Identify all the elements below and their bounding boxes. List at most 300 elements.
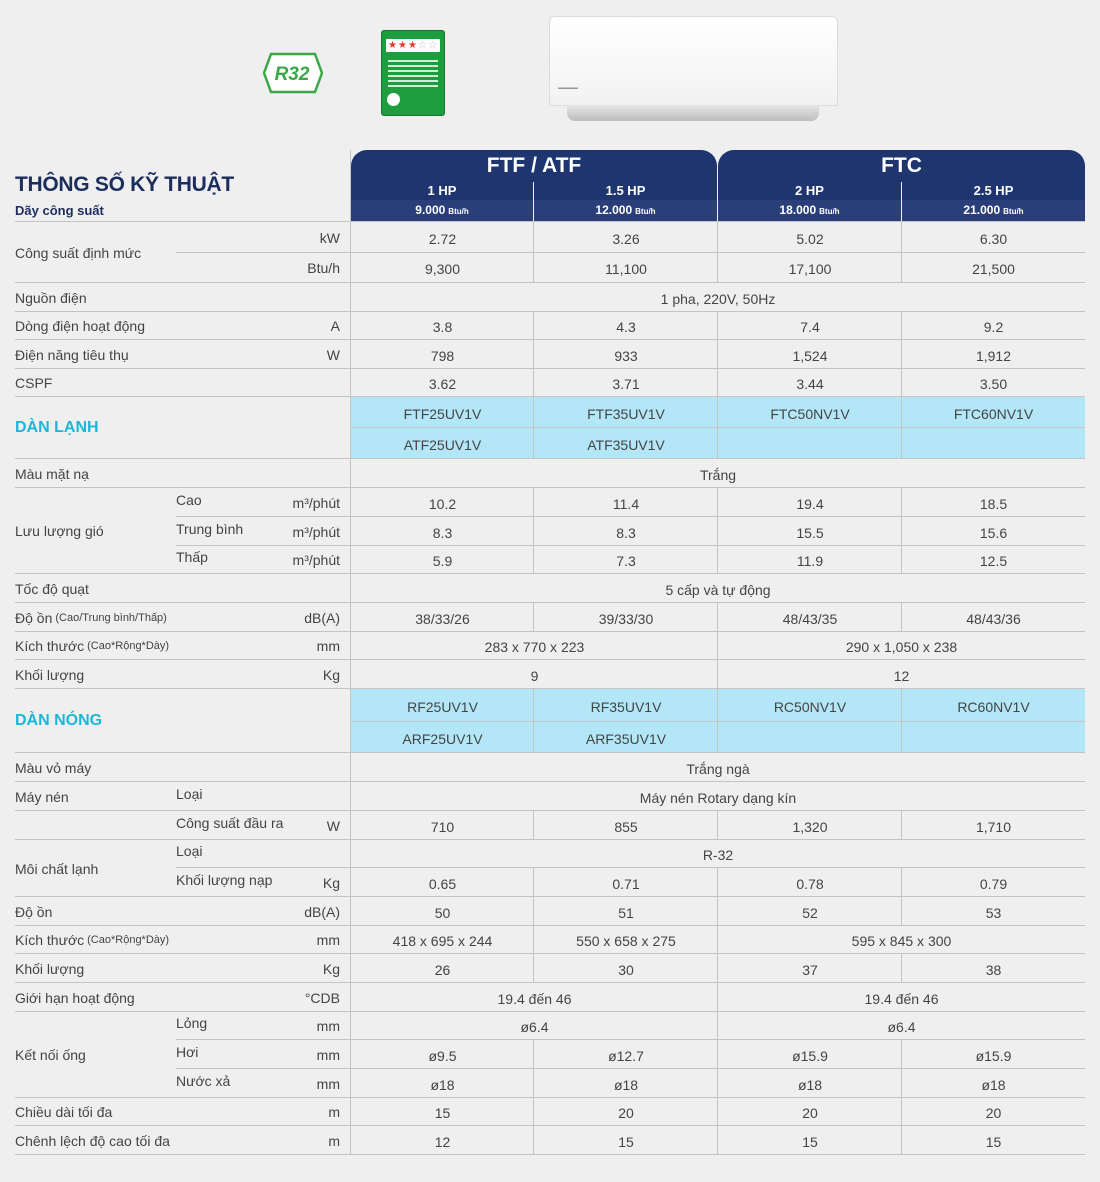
column-divider: [533, 546, 534, 574]
column-divider: [901, 312, 902, 340]
row-divider: [15, 896, 1085, 897]
column-divider: [533, 868, 534, 897]
column-divider: [717, 1098, 718, 1126]
spec-label-text: Giới hạn hoạt động: [15, 989, 135, 1006]
spec-value-cell: 0.79: [979, 875, 1008, 892]
spec-unit: W: [326, 346, 340, 363]
row-divider: [351, 427, 1085, 428]
spec-unit: dB(A): [304, 903, 340, 920]
spec-value-cell: [718, 722, 902, 753]
energy-label-icon: ★ ★ ★ ☆ ☆: [381, 30, 445, 116]
spec-label-text: Màu mặt nạ: [15, 465, 89, 482]
row-divider: [176, 252, 1085, 253]
spec-label: [15, 1126, 170, 1155]
section-heading: DÀN LẠNH: [15, 419, 99, 436]
spec-value-cell: ø6.4: [887, 1019, 916, 1035]
spec-value-cell: ATF35UV1V: [587, 436, 665, 453]
spec-label: [15, 459, 89, 488]
column-divider: [717, 546, 718, 574]
spec-value-cell: 595 x 845 x 300: [851, 933, 952, 949]
spec-value-cell: 3.62: [428, 376, 457, 392]
column-divider: [901, 340, 902, 369]
column-divider: [901, 1069, 902, 1098]
spec-value-cell: 3.8: [432, 319, 453, 335]
column-divider: [533, 722, 534, 753]
row-divider: [15, 487, 1085, 488]
spec-label: [15, 603, 167, 632]
spec-unit: Kg: [322, 874, 340, 891]
group-header-ftf-atf: FTF / ATF: [351, 150, 717, 182]
column-divider: [901, 811, 902, 840]
row-divider: [15, 752, 1085, 753]
spec-value-cell: 7.3: [616, 553, 636, 569]
spec-value-cell: ø18: [981, 1076, 1006, 1093]
spec-value-cell: 26: [434, 961, 451, 978]
column-divider: [717, 1069, 718, 1098]
spec-value-cell: ATF25UV1V: [403, 436, 482, 453]
column-divider: [533, 222, 534, 253]
spec-label: [15, 312, 145, 340]
spec-unit: Kg: [322, 960, 340, 977]
spec-label-text: Kết nối ống: [15, 1047, 86, 1063]
spec-value-cell: FTC50NV1V: [770, 405, 850, 422]
column-divider: [533, 340, 534, 369]
row-divider: [15, 631, 1085, 632]
column-divider: [901, 897, 902, 926]
btu-unit: Btu/h: [1003, 207, 1024, 216]
spec-value-cell: 15: [434, 1105, 451, 1121]
spec-unit: dB(A): [304, 609, 340, 626]
spec-value-cell: [718, 428, 902, 459]
column-divider: [901, 488, 902, 517]
spec-value-cell: 20: [618, 1105, 634, 1121]
spec-value-cell: 38/33/26: [415, 610, 470, 627]
spec-sub-label: Loại: [176, 843, 203, 859]
spec-label-text: Lưu lượng gió: [15, 523, 104, 539]
spec-label: [15, 488, 104, 574]
spec-label-text: Dòng điện hoạt động: [15, 318, 145, 334]
spec-label-text: Công suất định mức: [15, 244, 142, 261]
spec-unit: m³/phút: [292, 552, 340, 568]
spec-label-text: Tốc độ quạt: [15, 580, 89, 597]
row-divider: [15, 688, 1085, 689]
spec-value-cell: FTF25UV1V: [403, 405, 482, 422]
row-divider: [15, 659, 1085, 660]
column-divider: [533, 603, 534, 632]
r32-text: R32: [274, 64, 310, 85]
row-divider: [15, 458, 1085, 459]
spec-value-cell: 8.3: [616, 524, 636, 541]
spec-value-cell: 11.9: [796, 553, 824, 569]
spec-value-cell: 48/43/35: [782, 610, 838, 627]
spec-value-cell: 710: [430, 818, 455, 835]
column-divider: [717, 312, 718, 340]
column-divider: [533, 1098, 534, 1126]
spec-label: [15, 1012, 86, 1098]
spec-value-cell: 0.71: [612, 875, 640, 892]
column-divider: [533, 397, 534, 428]
spec-value-cell: 52: [802, 904, 818, 921]
spec-value-cell: 21,500: [972, 261, 1015, 277]
spec-unit: mm: [316, 932, 340, 948]
spec-sub-label: Công suất đầu ra: [176, 814, 284, 831]
spec-value-cell: 2.72: [428, 230, 457, 247]
spec-value-cell: 9,300: [424, 261, 461, 277]
spec-value-cell: 50: [434, 904, 451, 921]
btu-unit: Btu/h: [635, 207, 656, 216]
spec-value-cell: 5.02: [796, 230, 824, 247]
spec-value-cell: 3.44: [796, 376, 824, 392]
column-divider: [717, 1012, 718, 1040]
spec-value-cell: 3.50: [979, 376, 1008, 392]
column-divider: [717, 811, 718, 840]
spec-value-cell: FTC60NV1V: [953, 405, 1034, 422]
column-divider: [717, 632, 718, 660]
row-divider: [15, 282, 1085, 283]
spec-label: [15, 983, 135, 1012]
page-title: THÔNG SỐ KỸ THUẬT: [15, 173, 234, 196]
column-divider: [717, 222, 718, 253]
row-divider: [15, 1011, 1085, 1012]
spec-value-cell: ø6.4: [520, 1019, 549, 1035]
row-divider: [176, 1068, 1085, 1069]
spec-value-cell: 3.26: [612, 230, 640, 247]
spec-value-cell: RF35UV1V: [590, 698, 662, 715]
spec-value-cell: 12: [434, 1133, 451, 1150]
spec-value-cell: 19.4: [796, 495, 824, 512]
row-divider: [15, 368, 1085, 369]
row-divider: [15, 602, 1085, 603]
spec-value-cell: 0.65: [428, 875, 457, 892]
spec-value-cell: ø18: [797, 1076, 823, 1093]
spec-label-text: Môi chất lạnh: [15, 860, 99, 877]
spec-value-cell: 15.6: [979, 524, 1008, 541]
spec-label-text: Khối lượng: [15, 666, 85, 683]
column-divider: [717, 1126, 718, 1155]
spec-label: [15, 1098, 112, 1126]
row-divider: [15, 953, 1085, 954]
spec-value-cell: 11,100: [605, 261, 647, 277]
spec-value-cell: 38: [985, 961, 1002, 978]
column-divider: [533, 689, 534, 722]
spec-value-cell: ø18: [613, 1076, 639, 1093]
column-divider: [901, 369, 902, 397]
column-divider: [533, 1069, 534, 1098]
column-divider: [901, 954, 902, 983]
column-divider: [901, 1098, 902, 1126]
column-divider: [533, 1126, 534, 1155]
capacity-range-label: Dãy công suất: [15, 203, 104, 218]
spec-value-cell: 37: [802, 961, 818, 978]
spec-value-cell: RC50NV1V: [773, 698, 847, 715]
spec-value-cell: 550 x 658 x 275: [576, 933, 676, 949]
spec-value-cell: 1,524: [792, 347, 828, 364]
column-divider: [901, 689, 902, 722]
column-divider: [901, 868, 902, 897]
spec-label-text: Độ ồn: [15, 609, 53, 626]
row-divider: [15, 1125, 1085, 1126]
spec-label: [15, 954, 84, 983]
spec-sub-label: Trung bình: [176, 520, 244, 537]
column-divider: [533, 488, 534, 517]
row-divider: [15, 781, 1085, 782]
spec-value-cell: 855: [614, 818, 638, 835]
column-divider: [901, 222, 902, 253]
spec-unit: W: [326, 817, 340, 834]
btu-unit: Btu/h: [819, 207, 840, 216]
spec-unit: m: [328, 1132, 340, 1149]
btu-value: 12.000: [595, 203, 633, 217]
spec-value-cell: 0.78: [796, 875, 824, 892]
spec-unit: m³/phút: [292, 494, 340, 511]
group-header-ftc: FTC: [718, 150, 1085, 182]
spec-value-cell: [902, 428, 1085, 459]
column-divider: [717, 1040, 718, 1069]
spec-value-cell: 53: [985, 904, 1002, 921]
spec-label: [15, 782, 69, 811]
spec-value-cell: 12.5: [979, 553, 1008, 569]
spec-value-cell: 798: [430, 347, 455, 364]
row-divider: [15, 925, 1085, 926]
column-divider: [533, 253, 534, 283]
column-divider: [901, 1126, 902, 1155]
column-divider: [901, 517, 902, 546]
spec-label-text: Chiều dài tối đa: [15, 1104, 113, 1120]
spec-value-cell: 1 pha, 220V, 50Hz: [660, 290, 776, 307]
spec-value-cell: 9.2: [983, 319, 1004, 335]
spec-value-cell: R-32: [702, 847, 734, 863]
spec-value-cell: ø12.7: [608, 1047, 644, 1064]
spec-value-cell: 17,100: [788, 261, 832, 277]
spec-unit: Kg: [322, 666, 340, 683]
spec-value-cell: 1,710: [975, 818, 1012, 835]
spec-value-cell: ARF25UV1V: [402, 730, 483, 747]
spec-value-cell: Trắng ngà: [686, 760, 750, 777]
row-divider: [15, 810, 1085, 811]
spec-sub-label: Lỏng: [176, 1015, 208, 1031]
spec-value-cell: ø9.5: [428, 1047, 457, 1064]
spec-value-cell: 7.4: [800, 319, 820, 335]
row-divider: [351, 721, 1085, 722]
column-divider: [717, 722, 718, 753]
spec-value-cell: 283 x 770 x 223: [484, 639, 585, 655]
column-divider: [717, 660, 718, 689]
spec-sub-label: Khối lượng nạp: [176, 871, 273, 888]
spec-label-text: Chênh lệch độ cao tối đa: [15, 1132, 170, 1149]
column-divider: [901, 428, 902, 459]
hp-header: 1.5 HP: [534, 182, 717, 200]
row-divider: [15, 1097, 1085, 1098]
spec-value-cell: 51: [618, 904, 634, 921]
spec-label-text: CSPF: [15, 375, 53, 391]
spec-label: [15, 222, 141, 283]
hp-header: 2.5 HP: [902, 182, 1085, 200]
spec-value-cell: 30: [618, 961, 634, 978]
hp-header: 1 HP: [351, 182, 533, 200]
spec-unit: kW: [319, 229, 340, 246]
spec-sub-label: Cao: [176, 491, 202, 508]
row-divider: [15, 221, 1085, 222]
row-divider: [15, 982, 1085, 983]
spec-label-text: Kích thước: [15, 638, 85, 654]
spec-label-note: (Cao/Trung bình/Thấp): [55, 611, 167, 624]
spec-label: [15, 283, 87, 312]
column-divider: [717, 397, 718, 428]
spec-value-cell: 15.5: [796, 524, 824, 541]
spec-label: [15, 753, 91, 782]
spec-label: [15, 840, 98, 897]
row-divider: [15, 839, 1085, 840]
spec-label: [15, 574, 89, 603]
spec-value-cell: 3.71: [612, 376, 640, 392]
spec-value-cell: 933: [614, 347, 638, 364]
spec-value-cell: 48/43/36: [966, 610, 1021, 627]
spec-value-cell: 19.4 đến 46: [497, 990, 572, 1007]
column-divider: [901, 397, 902, 428]
spec-label-text: Máy nén: [15, 788, 69, 805]
spec-value-cell: 15: [802, 1133, 818, 1150]
column-divider: [533, 926, 534, 954]
spec-unit: mm: [316, 638, 340, 654]
spec-value-cell: 290 x 1,050 x 238: [845, 639, 958, 655]
btu-unit: Btu/h: [448, 207, 469, 216]
column-divider: [717, 954, 718, 983]
column-divider: [717, 517, 718, 546]
row-divider: [15, 339, 1085, 340]
spec-label-text: Kích thước: [15, 932, 85, 948]
spec-unit: m: [328, 1104, 340, 1120]
column-divider: [717, 897, 718, 926]
column-divider: [717, 868, 718, 897]
spec-value-cell: 1,320: [792, 818, 828, 835]
label-value-divider: [350, 150, 351, 1155]
column-divider: [533, 897, 534, 926]
spec-value-cell: 18.5: [979, 495, 1008, 512]
row-divider: [176, 545, 1085, 546]
spec-label-text: Nguồn điện: [15, 289, 87, 306]
spec-value-cell: RC60NV1V: [957, 698, 1030, 715]
column-divider: [717, 340, 718, 369]
row-divider: [15, 573, 1085, 574]
column-divider: [533, 369, 534, 397]
spec-unit: m³/phút: [292, 523, 340, 540]
column-divider: [717, 926, 718, 954]
spec-unit: mm: [316, 1018, 340, 1034]
row-divider: [176, 516, 1085, 517]
spec-label: [15, 660, 84, 689]
spec-value-cell: 20: [985, 1105, 1002, 1121]
spec-unit: mm: [316, 1046, 340, 1063]
column-divider: [717, 488, 718, 517]
spec-value-cell: ø15.9: [792, 1047, 828, 1064]
air-conditioner-image: ▬▬▬▬: [549, 16, 836, 121]
spec-value-cell: 9: [530, 667, 539, 684]
spec-label: [15, 897, 52, 926]
row-divider: [15, 1154, 1085, 1155]
spec-value-cell: 15: [618, 1133, 634, 1150]
row-divider: [15, 311, 1085, 312]
spec-value-cell: [902, 722, 1085, 753]
spec-label-text: Độ ồn: [15, 903, 53, 920]
column-divider: [717, 983, 718, 1012]
btu-value: 9.000: [415, 203, 446, 217]
spec-value-cell: ø18: [430, 1076, 455, 1093]
spec-value-cell: 4.3: [616, 319, 636, 335]
spec-value-cell: 5 cấp và tự động: [665, 581, 771, 598]
spec-label-text: Điện năng tiêu thụ: [15, 346, 129, 363]
spec-value-cell: Trắng: [699, 466, 737, 483]
spec-unit: °CDB: [304, 989, 340, 1006]
spec-sub-label: Thấp: [176, 549, 208, 565]
spec-label: [15, 926, 169, 954]
spec-value-cell: 418 x 695 x 244: [392, 933, 493, 949]
spec-value-cell: ARF35UV1V: [585, 730, 667, 747]
spec-value-cell: ø15.9: [975, 1047, 1012, 1064]
column-divider: [901, 1040, 902, 1069]
btu-value: 21.000: [963, 203, 1001, 217]
spec-label-text: Màu vỏ máy: [15, 759, 92, 776]
spec-label-text: Khối lượng: [15, 960, 85, 977]
column-divider: [901, 603, 902, 632]
column-divider: [533, 954, 534, 983]
column-divider: [901, 253, 902, 283]
spec-value-cell: 20: [802, 1105, 818, 1121]
spec-label: [15, 340, 129, 369]
column-divider: [717, 428, 718, 459]
column-divider: [901, 722, 902, 753]
column-divider: [717, 253, 718, 283]
spec-value-cell: RF25UV1V: [407, 698, 478, 715]
btu-value: 18.000: [779, 203, 817, 217]
section-heading: DÀN NÓNG: [15, 712, 103, 729]
spec-value-cell: 1,912: [975, 347, 1012, 364]
spec-value-cell: 6.30: [979, 230, 1008, 247]
row-divider: [176, 1039, 1085, 1040]
spec-unit: mm: [316, 1075, 340, 1092]
spec-value-cell: 11.4: [612, 495, 640, 512]
spec-value-cell: 8.3: [432, 524, 453, 541]
column-divider: [717, 603, 718, 632]
spec-unit: Btu/h: [307, 260, 340, 276]
spec-sub-label: Hơi: [176, 1043, 199, 1060]
spec-sub-label: Loại: [176, 785, 203, 802]
spec-label: [15, 369, 52, 397]
column-divider: [533, 517, 534, 546]
spec-value-cell: FTF35UV1V: [587, 405, 665, 422]
row-divider: [15, 396, 1085, 397]
spec-value-cell: 15: [985, 1133, 1002, 1150]
column-divider: [533, 428, 534, 459]
column-divider: [533, 312, 534, 340]
spec-sub-label: Nước xả: [176, 1072, 231, 1089]
spec-value-cell: 5.9: [432, 553, 453, 569]
column-divider: [717, 369, 718, 397]
spec-value-cell: 39/33/30: [598, 610, 654, 627]
spec-label-note: (Cao*Rộng*Dày): [87, 640, 170, 652]
spec-value-cell: 19.4 đến 46: [864, 990, 939, 1007]
column-divider: [533, 811, 534, 840]
spec-value-cell: 12: [893, 667, 910, 684]
spec-label-note: (Cao*Rộng*Dày): [87, 934, 170, 946]
column-divider: [901, 546, 902, 574]
row-divider: [176, 867, 1085, 868]
spec-value-cell: 10.2: [428, 495, 457, 512]
spec-label: [15, 632, 169, 660]
column-divider: [533, 1040, 534, 1069]
column-divider: [717, 689, 718, 722]
spec-value-cell: Máy nén Rotary dạng kín: [639, 789, 797, 806]
spec-unit: A: [330, 318, 340, 334]
